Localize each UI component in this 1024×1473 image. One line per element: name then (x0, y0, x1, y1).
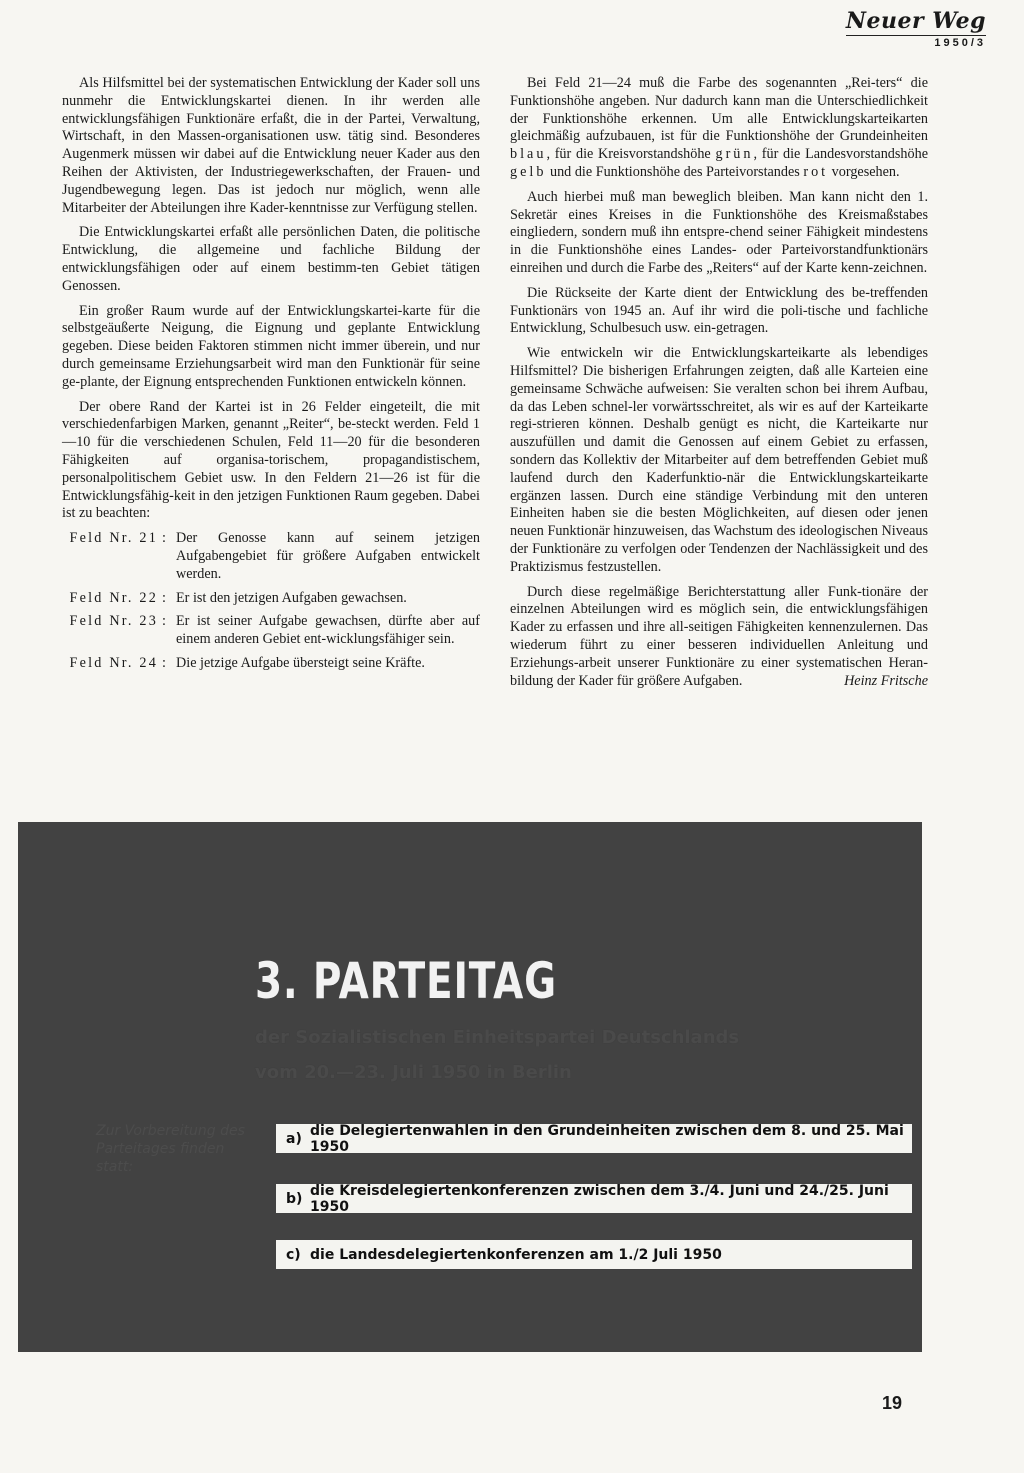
feld-text: Die jetzige Aufgabe übersteigt seine Kräfte. (176, 654, 425, 671)
feld-item (62, 530, 480, 583)
color-word-rot: rot (803, 163, 829, 180)
feld-text: Der Genosse kann auf seinem jetzigen Aufgabengebiet für größere Aufgaben entwickelt werden. (176, 530, 480, 582)
color-word-gruen: grün (715, 146, 754, 163)
text-run: Durch diese regelmäßige Berichterstattung aller Funk-tionäre der einzelnen Abteilungen wird es möglich sein, die entwicklungsfähigen Kader zu erfassen und ihre all-seitigen Fähigkeiten kennenzulernen. Das wiederum führt zu einer besseren individuellen Anleitung und Erziehungs-arbeit unserer Funktionäre zu einer systematischen Heran-bildung der Kader für größere Aufgaben. (510, 583, 928, 689)
text-run: , für die Landesvorstandshöhe (753, 146, 929, 163)
banner-item-letter: b) (286, 1190, 303, 1207)
banner-item (276, 1240, 912, 1269)
paragraph: Der obere Rand der Kartei ist in 26 Felder eingeteilt, die mit verschiedenfarbigen Marken, genannt „Reiter“, be-steckt werden. Feld 1—10 für die verschiedenen Schulen, Feld 11—20 für die besonderen Fähigkeiten auf organisa-torischem, propagandistischem, personalpolitischem Gebiet usw. In den Feldern 21—26 ist für die Entwicklungsfähig-keit in den jetzigen Funktionen Raum gegeben. Dabei ist zu beachten: (62, 398, 480, 522)
paragraph: Die Entwicklungskartei erfaßt alle persönlichen Daten, die politische Entwicklung, die allgemeine und fachliche Bildung der entwicklungsfähigen oder auf einem bestimm-ten Gebiet tätigen Genossen. (62, 224, 480, 294)
banner-item-letter: c) (286, 1246, 301, 1263)
paragraph: Ein großer Raum wurde auf der Entwicklungskartei-karte für die selbstgeäußerte Neigung, die Eignung und geplante Entwicklung gegeben. Diese beiden Faktoren stimmen nicht immer überein, und nur durch gemeinsame Erziehungsarbeit wird man den Funktionär für seine ge-plante, der Eignung entsprechenden Funktionen entwickeln können. (62, 302, 480, 390)
banner-item-text: die Kreisdelegiertenkonferenzen zwischen dem 3./4. Juni und 24./25. Juni 1950 (310, 1182, 889, 1215)
banner-title: 3. PARTEITAG (255, 952, 557, 1010)
paragraph: Als Hilfsmittel bei der systematischen Entwicklung der Kader soll uns nunmehr die Entwicklungskartei dienen. In ihr werden alle entwicklungsfähigen Funktionäre erfaßt, die in der Partei, Verwaltung, Wirtschaft, in den Massen-organisationen usw. tätig sind. Besonderes Augenmerk müssen wir dabei auf die Entwicklung neuer Kader aus den Reihen der Aktivisten, der Industriegewerkschaften, der Frauen- und Jugendbewegung legen. Das ist jedoch nur möglich, wenn alle Mitarbeiter der Abteilungen ihre Kader-kenntnisse zur Verfügung stellen. (62, 75, 480, 216)
paragraph: Auch hierbei muß man beweglich bleiben. Man kann nicht den 1. Sekretär eines Kreises in die Funktionshöhe des Kreismaßstabes eingliedern, sondern muß ihn entspre-chend seiner Fähigkeit mindestens in die Funktionshöhe eines Landes- oder Parteivorstandfunktionärs einreihen und durch die Farbe des „Reiters“ auf der Karte kenn-zeichnen. (510, 188, 928, 276)
paragraph (510, 584, 928, 691)
paragraph (510, 75, 928, 182)
feld-text: Er ist seiner Aufgabe gewachsen, dürfte aber auf einem anderen Gebiet ent-wicklungsfähiger sein. (176, 613, 480, 648)
color-word-blau: blau (510, 146, 547, 163)
feld-item (62, 613, 480, 649)
author-name: Heinz Fritsche (844, 672, 928, 689)
masthead-title: Neuer Weg (845, 8, 986, 34)
masthead-issue: 1950/3 (846, 35, 986, 49)
feld-label: Feld Nr. 22 (69, 589, 158, 606)
banner-item (276, 1184, 912, 1213)
color-word-gelb: gelb (510, 163, 547, 180)
text-run: und die Funktionshöhe des Parteivorstandes (549, 163, 800, 180)
text-run: , für die Kreisvorstandshöhe (546, 146, 711, 163)
right-column (510, 75, 928, 697)
text-run: vorgesehen. (831, 163, 900, 180)
feld-label: Feld Nr. 24 (69, 654, 158, 671)
banner-item-letter: a) (286, 1130, 302, 1147)
banner-item-text: die Delegiertenwahlen in den Grundeinheiten zwischen dem 8. und 25. Mai 1950 (310, 1122, 904, 1155)
feld-label: Feld Nr. 23 (69, 613, 158, 630)
banner-item (276, 1124, 912, 1153)
page-number: 19 (881, 1393, 902, 1413)
feld-item (62, 655, 480, 673)
feld-label: Feld Nr. 21 (69, 530, 158, 547)
feld-text: Er ist den jetzigen Aufgaben gewachsen. (176, 589, 407, 606)
feld-colon: : (162, 589, 166, 606)
parteitag-banner (18, 822, 922, 1352)
feld-colon: : (162, 654, 166, 671)
masthead (846, 8, 986, 49)
banner-item-text: die Landesdelegiertenkonferenzen am 1./2 Juli 1950 (310, 1246, 722, 1263)
banner-subtitle: der Sozialistischen Einheitspartei Deutschlands (255, 1027, 740, 1048)
feld-colon: : (162, 613, 166, 630)
paragraph: Die Rückseite der Karte dient der Entwicklung des be-treffenden Funktionärs von 1945 an. Auf ihr wird die poli-tische und fachliche Entwicklung, Schulbesuch usw. ein-getragen. (510, 284, 928, 337)
feld-colon: : (162, 530, 166, 547)
banner-side-text: Zur Vorbereitung des Parteitages finden statt: (96, 1123, 245, 1175)
paragraph: Wie entwickeln wir die Entwicklungskarteikarte als lebendiges Hilfsmittel? Die bisherigen Erfahrungen zeigten, daß alle Karteien eine gemeinsame Schwäche aufweisen: Sie veralten schon bei ihrem Aufbau, da das Leben schnel-ler vorwärtsschreitet, als wir es auf der Karteikarte regi-strieren können. Deshalb genügt es nicht, die Karteikarte nur auszufüllen und damit die Genossen auf einem Gebiet zu erfassen, sondern das Kollektiv der Mitarbeiter auf dem betreffenden Gebiet muß laufend durch den Kaderfunktio-när die Entwicklungskarteikarte ergänzen lassen. Durch eine ständige Verbindung mit den unteren Einheiten haben sie die besten Möglichkeiten, auf diesen oder jenen neuen Funktionär hinzuweisen, das Wachstum des ideologischen Niveaus der Funktionäre zu verfolgen oder Tendenzen der Nachlässigkeit und des Praktizismus festzustellen. (510, 345, 928, 575)
banner-date-line: vom 20.—23. Juli 1950 in Berlin (255, 1062, 572, 1083)
left-column (62, 75, 480, 679)
text-run: Bei Feld 21—24 muß die Farbe des sogenannten „Rei-ters“ die Funktionshöhe angeben. Nur dadurch kann man die Unterschiedlichkeit der Funktionshöhe erkennen. Um alle Entwicklungskarteikarten gleichmäßig aufzubauen, ist für die Funktionshöhe der Grundeinheiten (510, 75, 928, 145)
feld-item (62, 590, 480, 608)
